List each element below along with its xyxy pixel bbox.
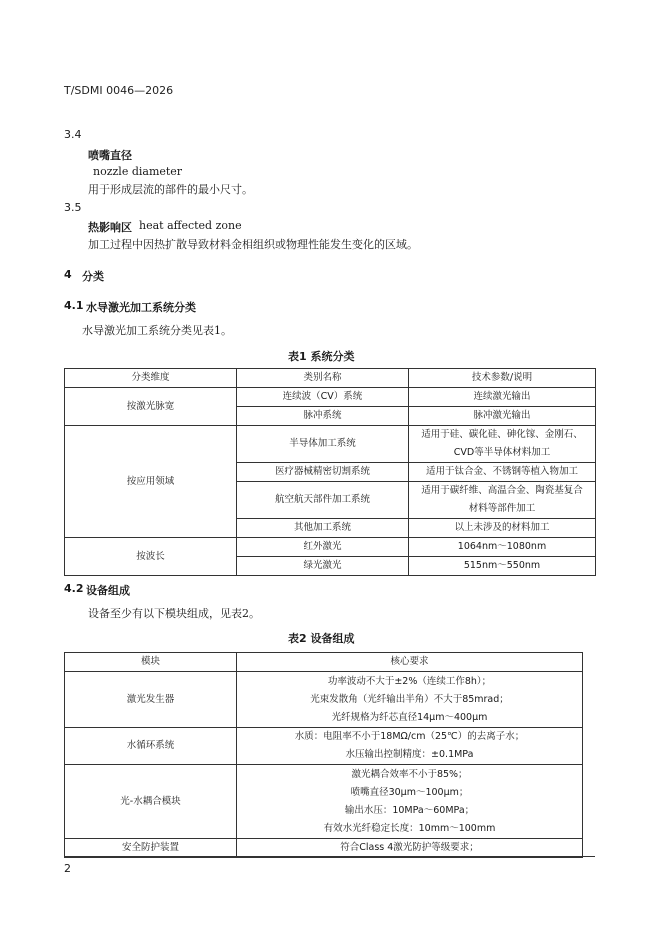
table-1-desc-cell: 适用于钛合金、不锈钢等植入物加工 (409, 463, 596, 482)
term-3-5-definition: 加工过程中因热扩散导致材料金相组织或物理性能发生变化的区域。 (88, 238, 418, 251)
table-1-desc-line: CVD等半导体材料加工 (453, 447, 551, 458)
table-2-caption: 表2 设备组成 (288, 632, 355, 645)
table-2-header-module: 模块 (65, 653, 237, 672)
table-1-header-desc: 技术参数/说明 (409, 369, 596, 388)
table-1-desc-cell: 515nm～550nm (409, 557, 596, 576)
table-2-reqs-cell (237, 672, 583, 728)
term-3-5-title-zh: 热影响区 (88, 221, 132, 234)
term-3-4-definition: 用于形成层流的部件的最小尺寸。 (88, 183, 253, 196)
table-1-name-cell: 连续波（CV）系统 (237, 388, 409, 407)
table-1-desc-cell: 脉冲激光输出 (409, 407, 596, 426)
table-1-dimension-cell: 按激光脉宽 (65, 388, 237, 426)
table-1-name-cell: 脉冲系统 (237, 407, 409, 426)
table-2-reqs-cell: 符合Class 4激光防护等级要求； (237, 839, 583, 858)
term-3-5-title-en: heat affected zone (139, 219, 242, 232)
section-4-1-body: 水导激光加工系统分类见表1。 (82, 324, 232, 337)
footer-rule (64, 856, 595, 857)
table-2-req-line: 功率波动不大于±2%（连续工作8h）； (327, 675, 492, 687)
table-1-name-cell: 半导体加工系统 (237, 426, 409, 463)
table-1 (64, 368, 596, 576)
table-2-header-reqs: 核心要求 (237, 653, 583, 672)
term-3-4-title-zh: 喷嘴直径 (88, 149, 132, 162)
table-2-req-line: 光束发散角（光纤输出半角）不大于85mrad； (310, 693, 509, 705)
term-3-4-title-en: nozzle diameter (93, 165, 183, 178)
table-1-name-cell: 红外激光 (237, 538, 409, 557)
table-2-req-line: 有效水光纤稳定长度：10mm～100mm (323, 822, 496, 834)
table-2-req-line: 光纤规格为纤芯直径14μm～400μm (331, 711, 488, 723)
table-2-req-line: 喷嘴直径30μm～100μm； (350, 786, 469, 798)
table-2-req-line: 水质：电阻率不小于18MΩ/cm（25℃）的去离子水； (294, 731, 525, 742)
table-2-req-line: 输出水压：10MPa～60MPa； (344, 804, 475, 816)
table-1-header-dimension: 分类维度 (65, 369, 237, 388)
table-1-desc-line: 适用于硅、碳化硅、砷化镓、金刚石、 (421, 429, 583, 440)
table-1-desc-cell: 1064nm～1080nm (409, 538, 596, 557)
table-1-name-cell: 医疗器械精密切割系统 (237, 463, 409, 482)
table-1-desc-cell (409, 482, 596, 519)
section-4-number: 4 (64, 268, 72, 281)
table-1-desc-line: 适用于碳纤维、高温合金、陶瓷基复合 (421, 485, 583, 496)
table-1-desc-line: 材料等部件加工 (468, 503, 536, 514)
table-2-module-cell: 激光发生器 (65, 672, 237, 728)
table-1-name-cell: 绿光激光 (237, 557, 409, 576)
section-4-2-number: 4.2 (64, 582, 84, 595)
table-1-dimension-cell: 按波长 (65, 538, 237, 576)
table-1-header-name: 类别名称 (237, 369, 409, 388)
section-4-1-title: 水导激光加工系统分类 (86, 301, 196, 314)
table-2-reqs-cell (237, 728, 583, 765)
section-4-title: 分类 (82, 270, 104, 283)
table-1-name-cell: 航空航天部件加工系统 (237, 482, 409, 519)
section-4-1-number: 4.1 (64, 299, 84, 312)
table-2-module-cell: 光-水耦合模块 (65, 765, 237, 839)
page-number: 2 (64, 862, 71, 875)
section-4-2-title: 设备组成 (86, 584, 130, 597)
table-2-module-cell: 安全防护装置 (65, 839, 237, 858)
term-3-4-number: 3.4 (64, 128, 82, 141)
table-2-module-cell: 水循环系统 (65, 728, 237, 765)
document-code: T/SDMI 0046—2026 (64, 84, 174, 97)
table-1-desc-cell (409, 426, 596, 463)
table-2-reqs-cell (237, 765, 583, 839)
table-1-dimension-cell: 按应用领域 (65, 426, 237, 538)
table-1-desc-cell: 以上未涉及的材料加工 (409, 519, 596, 538)
table-2 (64, 652, 583, 858)
table-2-req-line: 水压输出控制精度：±0.1MPa (345, 749, 474, 760)
table-2-req-line: 激光耦合效率不小于85%； (351, 768, 468, 780)
table-1-caption: 表1 系统分类 (288, 350, 355, 363)
section-4-2-body: 设备至少有以下模块组成，见表2。 (88, 607, 260, 620)
term-3-5-number: 3.5 (64, 201, 82, 214)
table-1-name-cell: 其他加工系统 (237, 519, 409, 538)
table-1-desc-cell: 连续激光输出 (409, 388, 596, 407)
